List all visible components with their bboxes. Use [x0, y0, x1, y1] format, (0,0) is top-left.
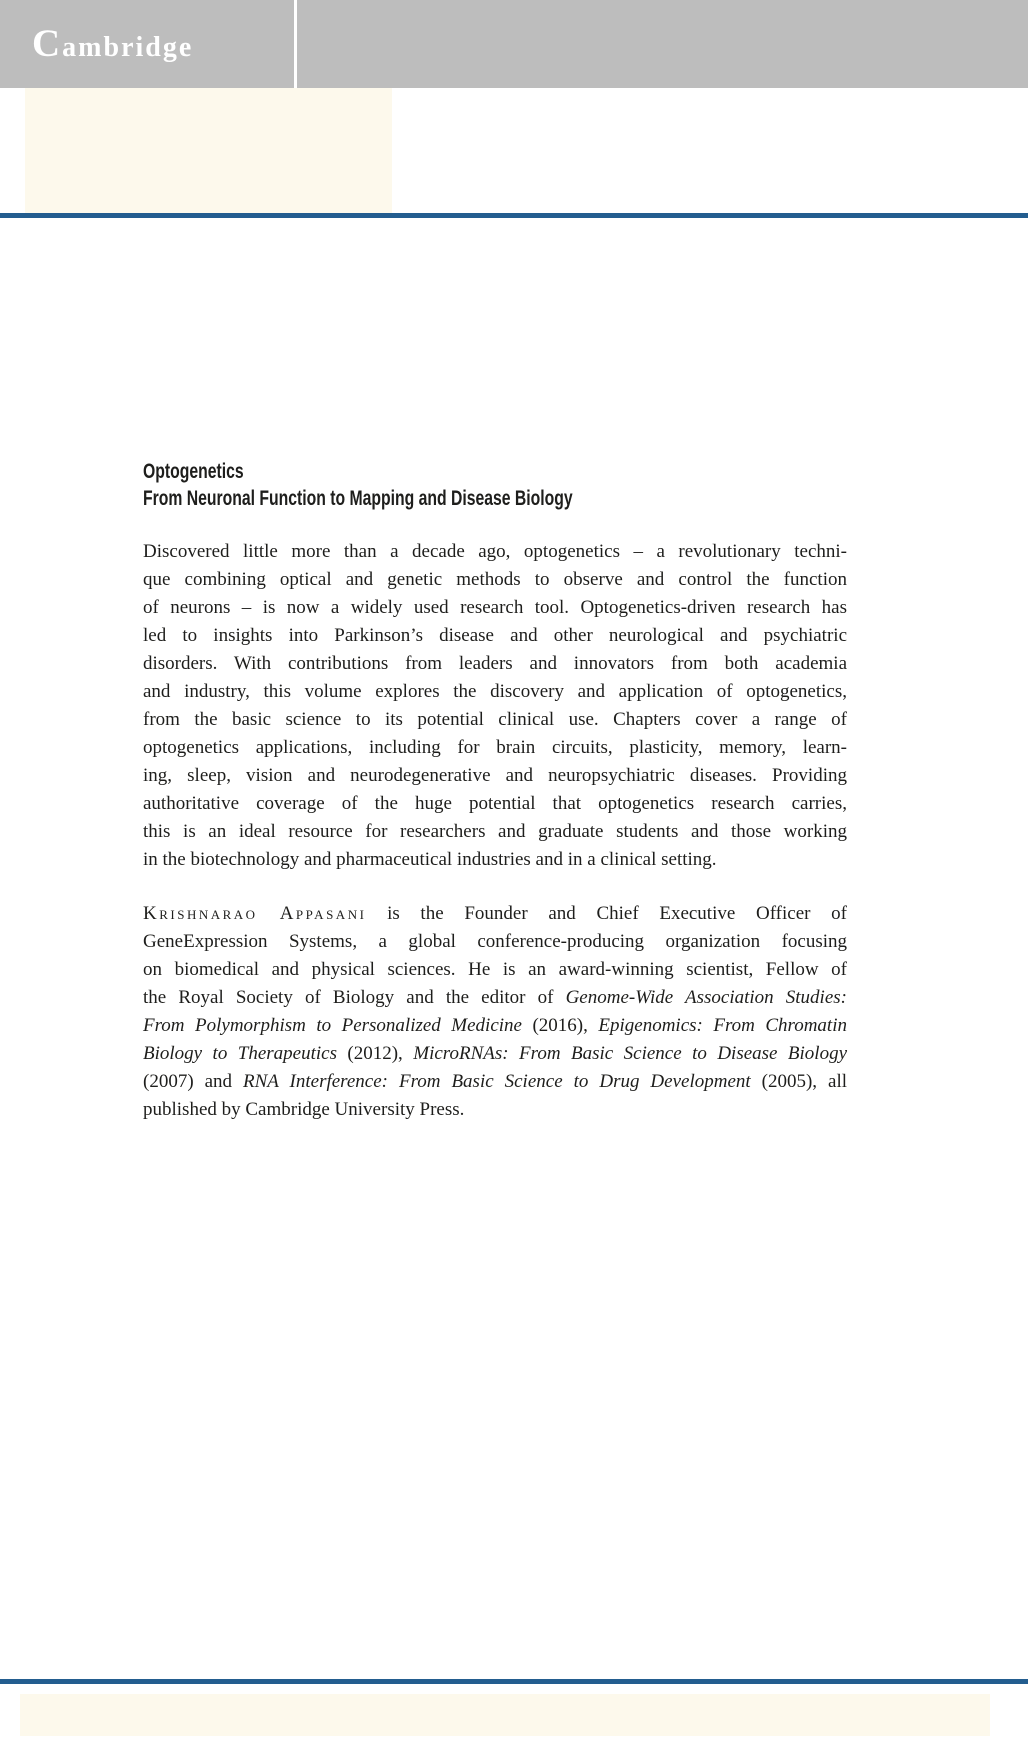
cover-flap-top: [25, 88, 392, 213]
text-line: [143, 650, 847, 678]
cover-flap-bottom: [20, 1694, 990, 1736]
cited-work-title: MicroRNAs: From Basic Science to Disease Biology: [413, 1043, 848, 1064]
cited-work-title: Epigenomics: From Chromatin: [598, 1015, 847, 1036]
text-segment: authoritative coverage of the huge potential that optogenetics research carries,: [143, 793, 847, 814]
top-rule: [0, 213, 1028, 218]
book-title-line1: Optogenetics: [143, 460, 244, 483]
text-line: [143, 984, 847, 1012]
bottom-rule: [0, 1679, 1028, 1684]
text-segment: que combining optical and genetic methods to observe and control the function: [143, 569, 847, 590]
header-divider: [294, 0, 297, 88]
text-segment: GeneExpression Systems, a global conference-producing organization focusing: [143, 931, 847, 952]
cited-work-title: RNA Interference: From Basic Science to Drug Development: [243, 1071, 751, 1092]
book-description-paragraph: [143, 538, 847, 874]
text-segment: on biomedical and physical sciences. He is an award-winning scientist, Fellow of: [143, 959, 847, 980]
text-segment: from the basic science to its potential clinical use. Chapters cover a range of: [143, 709, 847, 730]
text-line: [143, 678, 847, 706]
text-segment: is the Founder and Chief Executive Officer of: [366, 903, 847, 924]
text-segment: in the biotechnology and pharmaceutical industries and in a clinical setting.: [143, 849, 717, 870]
text-segment: published by Cambridge University Press.: [143, 1099, 465, 1120]
text-line: [143, 790, 847, 818]
book-title-line2: From Neuronal Function to Mapping and Disease Biology: [143, 487, 573, 510]
text-line: [143, 1096, 847, 1124]
text-line: [143, 762, 847, 790]
text-line: [143, 846, 847, 874]
publisher-header-bar: [0, 0, 1028, 88]
text-line: [143, 566, 847, 594]
text-segment: (2007) and: [143, 1071, 244, 1092]
text-line: [143, 928, 847, 956]
cited-work-title: From Polymorphism to Personalized Medicine: [143, 1015, 522, 1036]
text-line: [143, 818, 847, 846]
text-line: [143, 594, 847, 622]
text-segment: this is an ideal resource for researchers and graduate students and those working: [143, 821, 847, 842]
text-line: [143, 706, 847, 734]
cited-work-title: Genome-Wide Association Studies:: [565, 987, 847, 1008]
text-segment: Discovered little more than a decade ago, optogenetics – a revolutionary techni-: [143, 541, 847, 562]
text-segment: (2005), all: [750, 1071, 847, 1092]
book-title: [143, 458, 671, 512]
text-segment: and industry, this volume explores the discovery and application of optogenetics,: [143, 681, 847, 702]
cambridge-logo: Cambridge: [32, 22, 194, 65]
text-line: [143, 1068, 847, 1096]
text-segment: (2016),: [521, 1015, 599, 1036]
text-segment: ing, sleep, vision and neurodegenerative and neuropsychiatric diseases. Providing: [143, 765, 847, 786]
cited-work-title: Biology to Therapeutics: [143, 1043, 337, 1064]
text-line: [143, 956, 847, 984]
text-segment: disorders. With contributions from leaders and innovators from both academia: [143, 653, 847, 674]
text-line: [143, 622, 847, 650]
text-line: [143, 538, 847, 566]
text-line: [143, 1040, 847, 1068]
text-segment: the Royal Society of Biology and the editor of: [143, 987, 566, 1008]
person-name-smallcaps: Krishnarao Appasani: [143, 903, 367, 924]
text-line: [143, 900, 847, 928]
text-line: [143, 734, 847, 762]
text-segment: of neurons – is now a widely used research tool. Optogenetics-driven research has: [143, 597, 847, 618]
blurb-content: [143, 458, 847, 1124]
text-line: [143, 1012, 847, 1040]
text-segment: (2012),: [336, 1043, 414, 1064]
editor-bio-paragraph: [143, 900, 847, 1124]
text-segment: optogenetics applications, including for brain circuits, plasticity, memory, learn-: [143, 737, 847, 758]
text-segment: led to insights into Parkinson’s disease and other neurological and psychiatric: [143, 625, 847, 646]
